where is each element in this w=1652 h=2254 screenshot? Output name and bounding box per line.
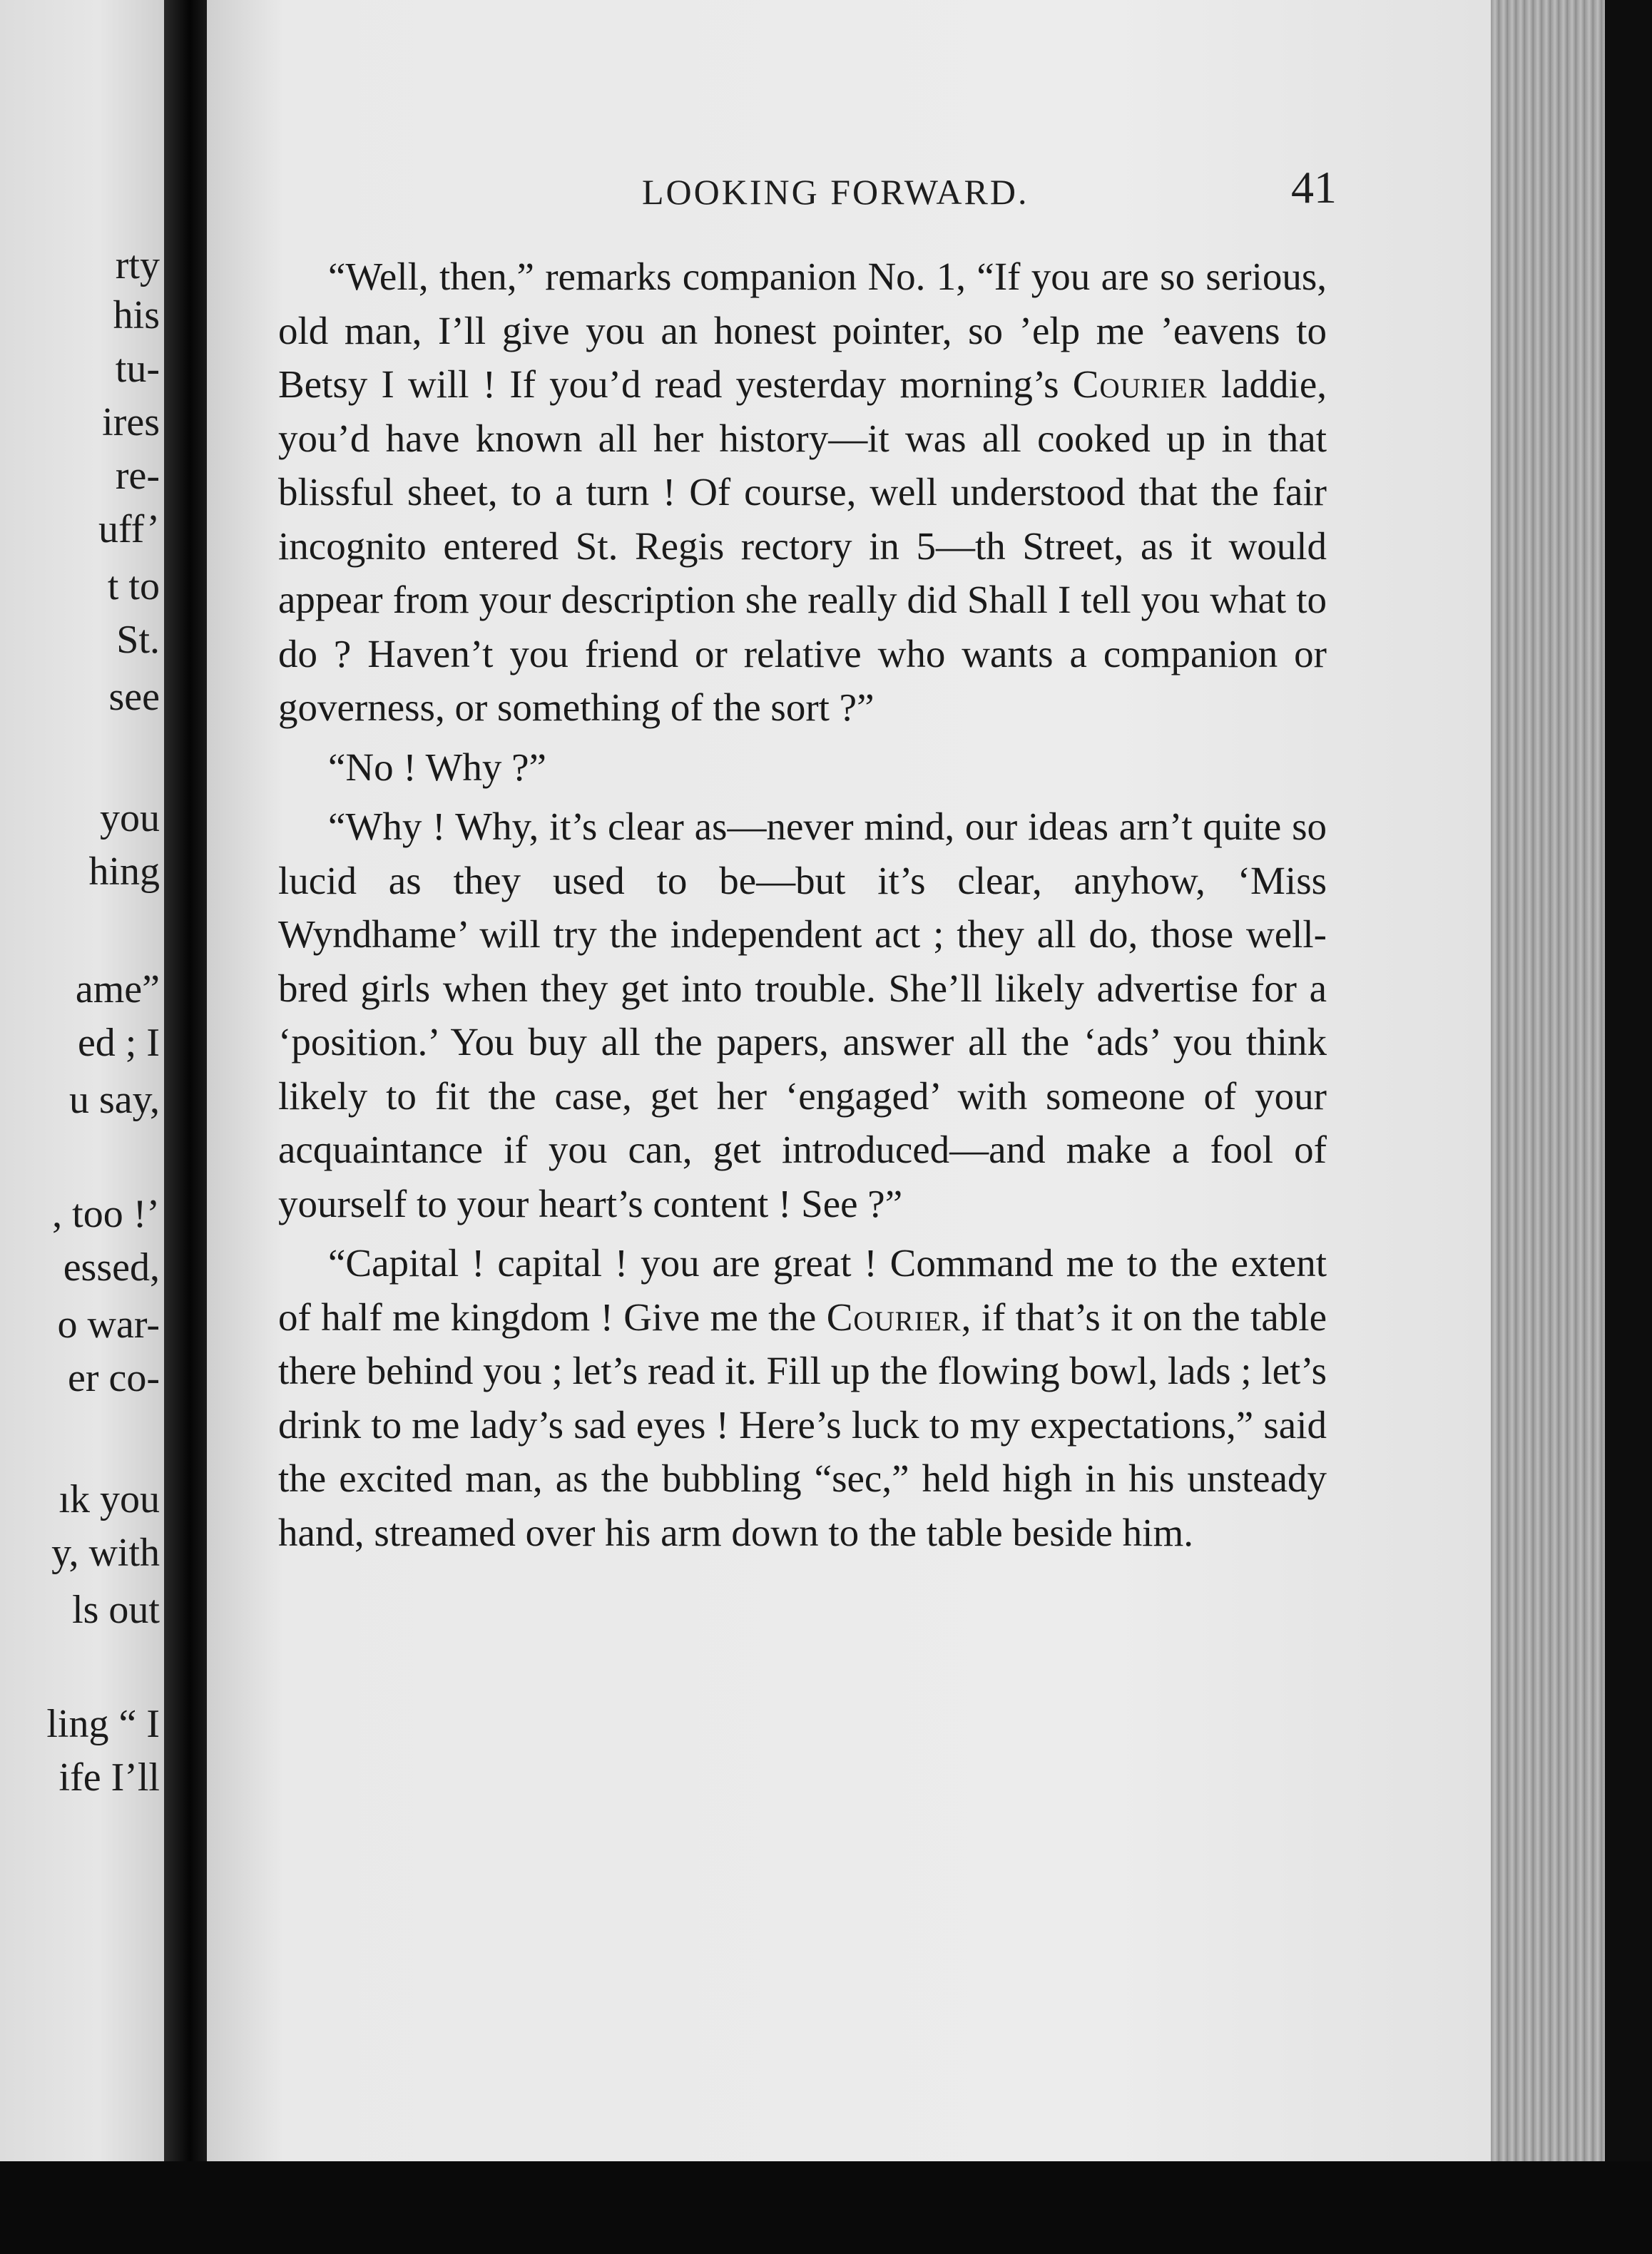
left-fragment: St. [116,618,160,662]
left-fragment: ife I’ll [58,1755,160,1800]
left-fragment: you [100,796,160,840]
left-fragment: ling “ I [46,1702,160,1746]
paragraph [278,1236,1327,1559]
paragraph-text: “No ! Why ?” [328,745,546,789]
left-fragment: t to [107,564,160,608]
paragraph-text: “Capital ! capital ! you are great ! Command me to the extent of half me kingdom ! Give me the [278,1241,1327,1339]
left-fragment: y, with [51,1531,160,1575]
left-fragment: ık you [58,1477,160,1521]
left-fragment: , too !’ [52,1192,160,1236]
left-fragment: his [113,293,160,337]
left-fragment: rty [115,243,160,287]
page-number: 41 [1291,162,1337,213]
paragraph [278,250,1327,735]
left-fragment: hing [88,850,160,894]
paragraph-text: “Well, then,” remarks companion No. 1, “If you are so serious, old man, I’ll give you an honest pointer, so ’elp me ’eavens to Betsy I will ! If you’d read yesterday morning’s [278,255,1327,406]
left-fragment: tu- [115,347,160,391]
paragraph-text: “Why ! Why, it’s clear as—never mind, our ideas arn’t quite so lucid as they used to be—but it’s clear, anyhow, ‘Miss Wyndhame’ will try the independent act ; they all do, those well-bred girls when they get into trouble. She’ll likely advertise for a ‘position.’ You buy all the papers, answer all the ‘ads’ you think likely to fit the case, get her ‘engaged’ with someone of your acquaintance if you can, get introduced—and make a fool of yourself to your heart’s content ! See ?” [278,805,1327,1225]
left-facing-page [0,0,164,2254]
scan-bottom-border [0,2161,1652,2254]
left-fragment: er co- [67,1356,160,1400]
body-text [278,250,1327,1565]
left-fragment: see [108,675,160,719]
left-fragment: o war- [57,1302,160,1347]
page-stack-edge [1491,0,1605,2161]
paragraph-text: , if that’s it on the table there behind you ; let’s read it. Fill up the flowing bowl, lads ; let’s drink to me lady’s sad eyes ! Here’s luck to my expectations,” said the excited man, as the bubbling “sec,” held high in his unsteady hand, streamed over his arm down to the table beside him. [278,1295,1327,1554]
paragraph [278,740,1327,795]
book-gutter [164,0,207,2254]
newspaper-name: Courier [826,1295,962,1339]
paragraph [278,800,1327,1230]
left-fragment: ires [102,400,160,444]
left-fragment: ls out [72,1588,160,1632]
left-fragment: ed ; I [77,1021,160,1065]
newspaper-name: Courier [1072,362,1208,406]
left-fragment: re- [115,454,160,498]
left-fragment: u say, [68,1078,160,1122]
left-fragment: ame” [75,967,160,1011]
left-fragment: uff’ [98,507,160,551]
running-title: LOOKING FORWARD. [642,172,1029,212]
paragraph-text: laddie, you’d have known all her history—it was all cooked up in that blissful sheet, to a turn ! Of course, well understood that the fair incognito entered St. Regis rectory in 5—th Street, as it would appear from your description she really did Shall I tell you what to do ? Haven’t you friend or relative who wants a companion or governess, or something of the sort ?” [278,362,1327,729]
left-fragment: essed, [63,1245,160,1290]
